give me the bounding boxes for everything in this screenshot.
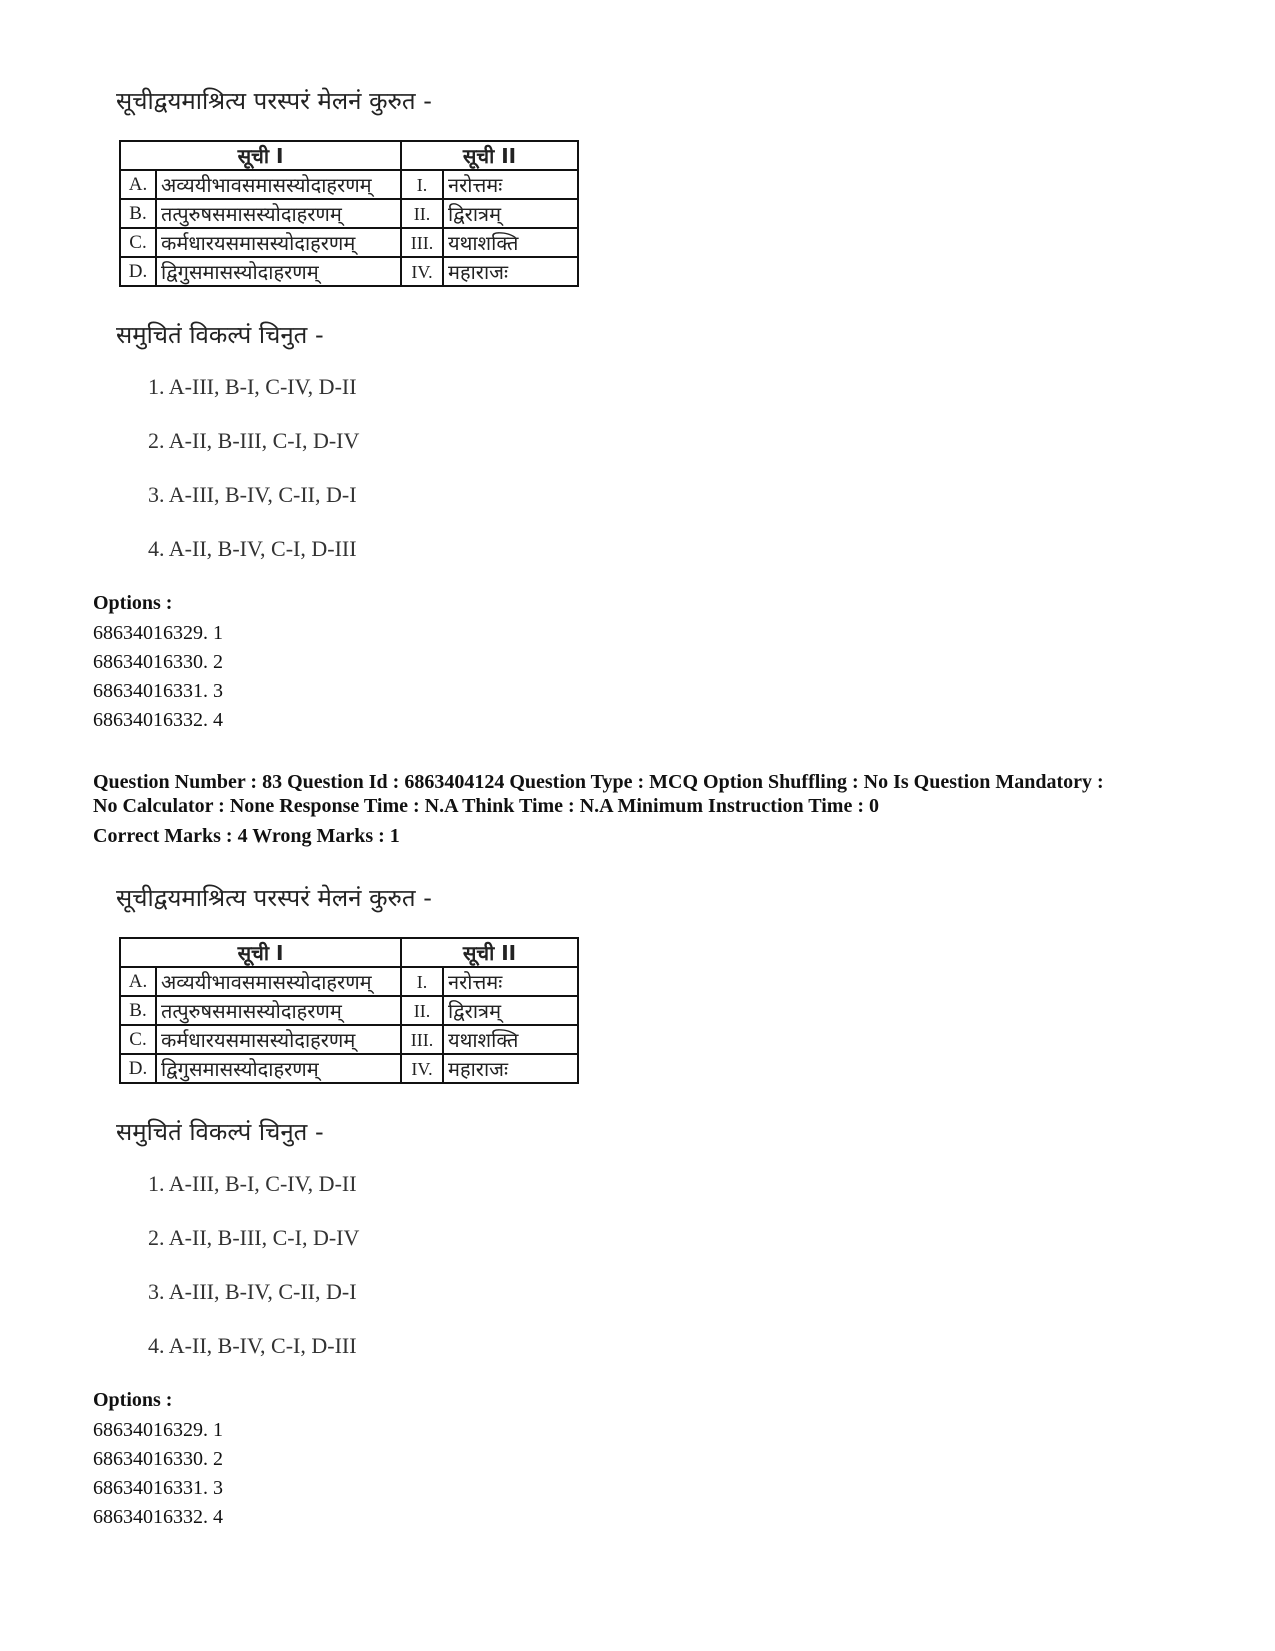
list-2-key: II. xyxy=(401,996,443,1025)
list-1-key: C. xyxy=(120,1025,156,1054)
list-2-value: यथाशक्ति xyxy=(443,228,578,257)
list-1-key: B. xyxy=(120,996,156,1025)
list-1-value: अव्ययीभावसमासस्योदाहरणम् xyxy=(156,170,401,199)
question-prompt: सूचीद्वयमाश्रित्य परस्परं मेलनं कुरुत - xyxy=(116,87,432,115)
list-2-value: यथाशक्ति xyxy=(443,1025,578,1054)
option-line: 68634016331. 3 xyxy=(93,1477,223,1499)
answer-choice-2: 2. A-II, B-III, C-I, D-IV xyxy=(148,428,360,453)
option-line: 68634016329. 1 xyxy=(93,622,223,644)
list-1-key: B. xyxy=(120,199,156,228)
list-2-key: III. xyxy=(401,1025,443,1054)
choose-label: समुचितं विकल्पं चिनुत - xyxy=(116,1118,324,1146)
question-marks: Correct Marks : 4 Wrong Marks : 1 xyxy=(93,825,400,847)
options-title: Options : xyxy=(93,592,173,614)
match-table xyxy=(119,937,579,1084)
list-1-value: तत्पुरुषसमासस्योदाहरणम् xyxy=(156,996,401,1025)
list-2-value: नरोत्तमः xyxy=(443,967,578,996)
table-row xyxy=(120,228,578,257)
list-2-value: द्विरात्रम् xyxy=(443,199,578,228)
list-2-key: IV. xyxy=(401,1054,443,1083)
table-row xyxy=(120,1025,578,1054)
list-1-value: तत्पुरुषसमासस्योदाहरणम् xyxy=(156,199,401,228)
list-2-key: IV. xyxy=(401,257,443,286)
list-2-key: I. xyxy=(401,967,443,996)
list-2-value: महाराजः xyxy=(443,257,578,286)
option-line: 68634016330. 2 xyxy=(93,1448,223,1470)
question-meta-line-2: No Calculator : None Response Time : N.A Think Time : N.A Minimum Instruction Time : 0 xyxy=(93,795,879,817)
question-prompt: सूचीद्वयमाश्रित्य परस्परं मेलनं कुरुत - xyxy=(116,884,432,912)
match-table xyxy=(119,140,579,287)
list-2-header: सूची II xyxy=(401,938,578,967)
list-1-header: सूची I xyxy=(120,938,401,967)
table-row xyxy=(120,199,578,228)
option-line: 68634016331. 3 xyxy=(93,680,223,702)
table-header-row xyxy=(120,141,578,170)
list-1-header: सूची I xyxy=(120,141,401,170)
choose-label: समुचितं विकल्पं चिनुत - xyxy=(116,321,324,349)
table-row xyxy=(120,1054,578,1083)
list-1-key: A. xyxy=(120,967,156,996)
list-1-value: कर्मधारयसमासस्योदाहरणम् xyxy=(156,1025,401,1054)
list-2-value: द्विरात्रम् xyxy=(443,996,578,1025)
table-row xyxy=(120,996,578,1025)
answer-choice-4: 4. A-II, B-IV, C-I, D-III xyxy=(148,536,357,561)
list-2-value: महाराजः xyxy=(443,1054,578,1083)
question-meta-line-1: Question Number : 83 Question Id : 6863404124 Question Type : MCQ Option Shuffling : No Is Question Mandatory : xyxy=(93,771,1104,793)
list-2-key: II. xyxy=(401,199,443,228)
list-2-header: सूची II xyxy=(401,141,578,170)
list-1-key: D. xyxy=(120,1054,156,1083)
table-row xyxy=(120,967,578,996)
list-1-key: D. xyxy=(120,257,156,286)
options-title: Options : xyxy=(93,1389,173,1411)
table-row xyxy=(120,170,578,199)
answer-choice-1: 1. A-III, B-I, C-IV, D-II xyxy=(148,374,357,399)
list-1-value: द्विगुसमासस्योदाहरणम् xyxy=(156,257,401,286)
answer-choice-3: 3. A-III, B-IV, C-II, D-I xyxy=(148,1279,357,1304)
list-1-value: द्विगुसमासस्योदाहरणम् xyxy=(156,1054,401,1083)
list-1-key: A. xyxy=(120,170,156,199)
option-line: 68634016332. 4 xyxy=(93,1506,223,1528)
option-line: 68634016329. 1 xyxy=(93,1419,223,1441)
option-line: 68634016330. 2 xyxy=(93,651,223,673)
table-header-row xyxy=(120,938,578,967)
list-1-value: अव्ययीभावसमासस्योदाहरणम् xyxy=(156,967,401,996)
list-2-key: I. xyxy=(401,170,443,199)
answer-choice-4: 4. A-II, B-IV, C-I, D-III xyxy=(148,1333,357,1358)
list-2-key: III. xyxy=(401,228,443,257)
list-1-value: कर्मधारयसमासस्योदाहरणम् xyxy=(156,228,401,257)
list-2-value: नरोत्तमः xyxy=(443,170,578,199)
answer-choice-2: 2. A-II, B-III, C-I, D-IV xyxy=(148,1225,360,1250)
list-1-key: C. xyxy=(120,228,156,257)
answer-choice-1: 1. A-III, B-I, C-IV, D-II xyxy=(148,1171,357,1196)
answer-choice-3: 3. A-III, B-IV, C-II, D-I xyxy=(148,482,357,507)
table-row xyxy=(120,257,578,286)
option-line: 68634016332. 4 xyxy=(93,709,223,731)
